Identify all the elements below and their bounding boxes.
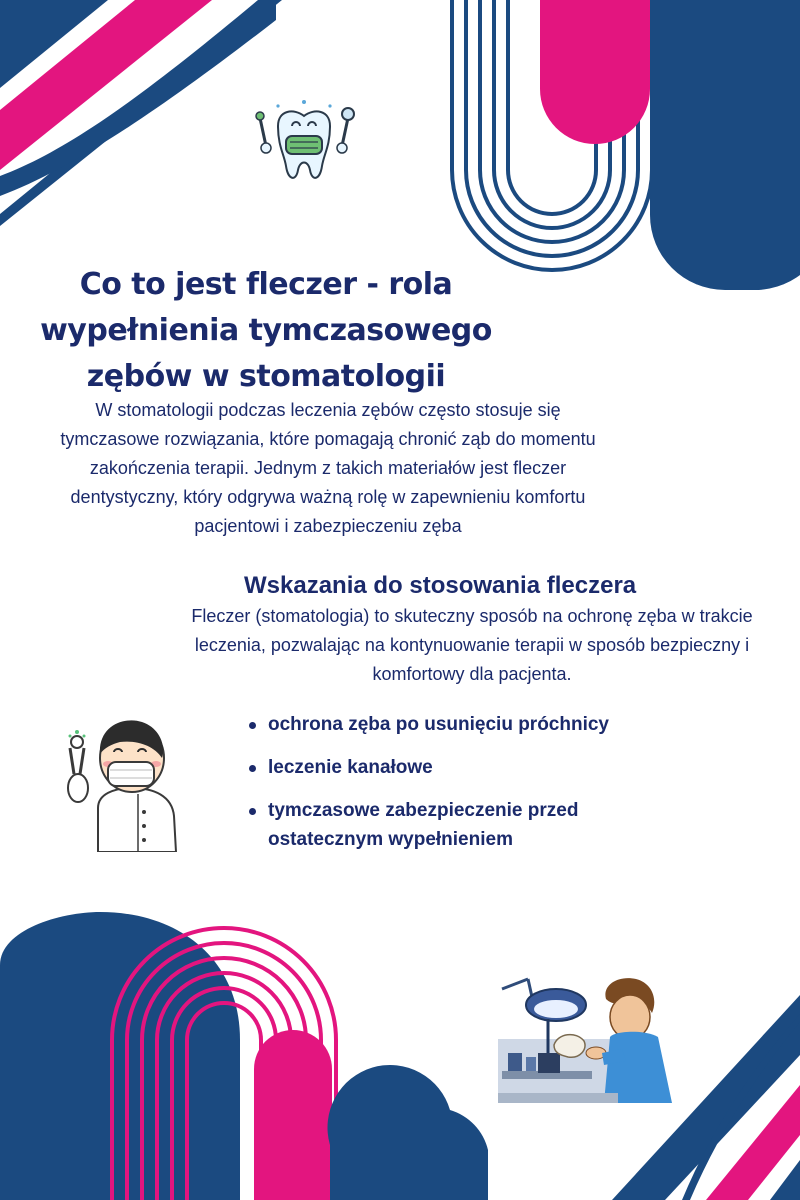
top-right-pink-pill [540,0,650,144]
top-right-navy-pill [650,0,800,290]
list-item-line: tymczasowe zabezpieczenie przed [268,800,579,821]
intro-line: zakończenia terapii. Jednym z takich materiałów jest fleczer [89,458,567,478]
indications-paragraph [140,602,800,689]
list-item [246,753,676,782]
title-line: Co to jest fleczer - rola [79,267,453,302]
intro-line: dentystyczny, który odgrywa ważną rolę w zapewnieniu komfortu [70,487,586,507]
indications-list [246,710,676,868]
top-left-stripes [0,0,282,226]
tooth-mascot-icon [248,96,360,188]
list-item [246,710,676,739]
dental-technician-icon [498,975,672,1103]
indications-line: Fleczer (stomatologia) to skuteczny sposób na ochronę zęba w trakcie [191,606,753,626]
intro-line: tymczasowe rozwiązania, które pomagają chronić ząb do momentu [60,429,596,449]
list-item [246,796,676,854]
intro-line: pacjentowi i zabezpieczeniu zęba [194,516,462,536]
list-item-line: leczenie kanałowe [268,757,433,778]
intro-line: W stomatologii podczas leczenia zębów często stosuje się [95,400,561,420]
page-title [0,262,532,400]
indications-line: leczenia, pozwalając na kontynuowanie terapii w sposób bezpieczny i [194,635,750,655]
title-line: wypełnienia tymczasowego [40,313,492,348]
title-line: zębów w stomatologii [86,359,446,394]
list-item-line: ochrona zęba po usunięciu próchnicy [268,714,609,735]
indications-line: komfortowy dla pacjenta. [372,664,572,684]
indications-heading: Wskazania do stosowania fleczera [244,572,637,599]
intro-paragraph [0,396,656,541]
bottom-left-shapes [0,912,488,1200]
list-item-line: ostatecznym wypełnieniem [268,829,513,850]
dentist-with-forceps-icon [58,712,182,852]
